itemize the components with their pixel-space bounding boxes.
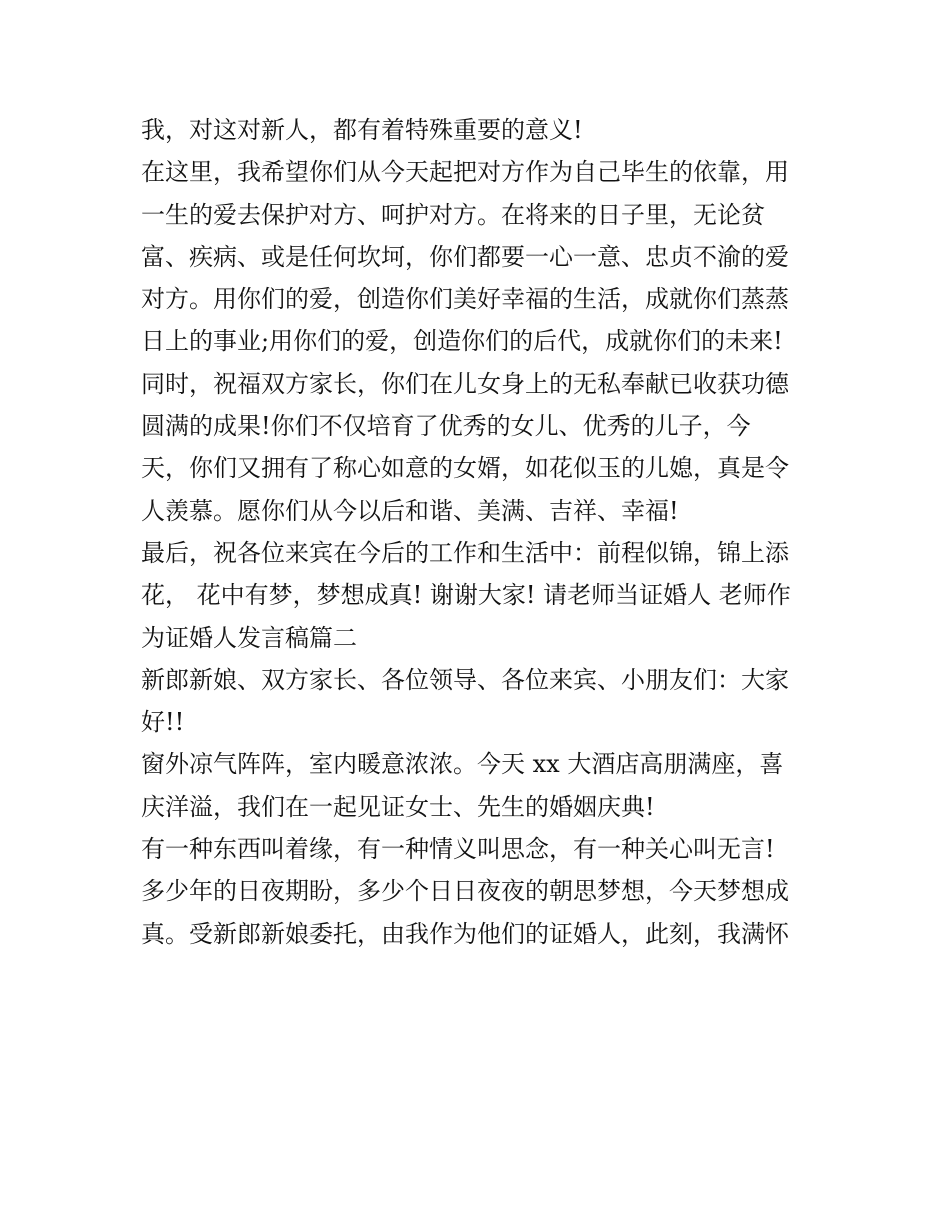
text-line-4: 富、疾病、或是任何坎坷，你们都要一心一意、忠贞不渝的爱 — [141, 242, 789, 271]
text-line-11: 最后，祝各位来宾在今后的工作和生活中：前程似锦，锦上添 — [141, 538, 789, 567]
text-line-1: 我，对这对新人，都有着特殊重要的意义! — [141, 116, 583, 144]
text-line-15: 好!! — [141, 708, 185, 737]
text-line-13: 为证婚人发言稿篇二 — [141, 623, 357, 652]
text-line-2: 在这里，我希望你们从今天起把对方作为自己毕生的依靠，用 — [141, 158, 789, 187]
text-line-8: 圆满的成果!你们不仅培育了优秀的女儿、优秀的儿子，今 — [141, 412, 751, 441]
text-line-12: 花， 花中有梦，梦想成真! 谢谢大家! 请老师当证婚人 老师作 — [141, 581, 791, 610]
text-line-3: 一生的爱去保护对方、呵护对方。在将来的日子里，无论贫 — [141, 200, 765, 229]
text-line-16: 窗外凉气阵阵，室内暖意浓浓。今天 xx 大酒店高朋满座，喜 — [141, 750, 784, 779]
text-line-18: 有一种东西叫着缘，有一种情义叫思念，有一种关心叫无言! — [141, 835, 775, 864]
text-line-9: 天，你们又拥有了称心如意的女婿，如花似玉的儿媳，真是令 — [141, 454, 789, 483]
text-line-6: 日上的事业;用你们的爱，创造你们的后代，成就你们的未来! — [141, 327, 783, 356]
text-line-17: 庆洋溢，我们在一起见证女士、先生的婚姻庆典! — [141, 792, 655, 821]
text-line-7: 同时，祝福双方家长，你们在儿女身上的无私奉献已收获功德 — [141, 369, 789, 398]
text-line-14: 新郎新娘、双方家长、各位领导、各位来宾、小朋友们：大家 — [141, 665, 789, 694]
text-line-19: 多少年的日夜期盼，多少个日日夜夜的朝思梦想，今天梦想成 — [141, 877, 789, 906]
text-line-20: 真。受新郎新娘委托，由我作为他们的证婚人，此刻，我满怀 — [141, 919, 789, 948]
text-line-10: 人羡慕。愿你们从今以后和谐、美满、吉祥、幸福! — [141, 496, 679, 525]
document-body — [141, 109, 821, 955]
text-line-5: 对方。用你们的爱，创造你们美好幸福的生活，成就你们蒸蒸 — [141, 285, 789, 314]
